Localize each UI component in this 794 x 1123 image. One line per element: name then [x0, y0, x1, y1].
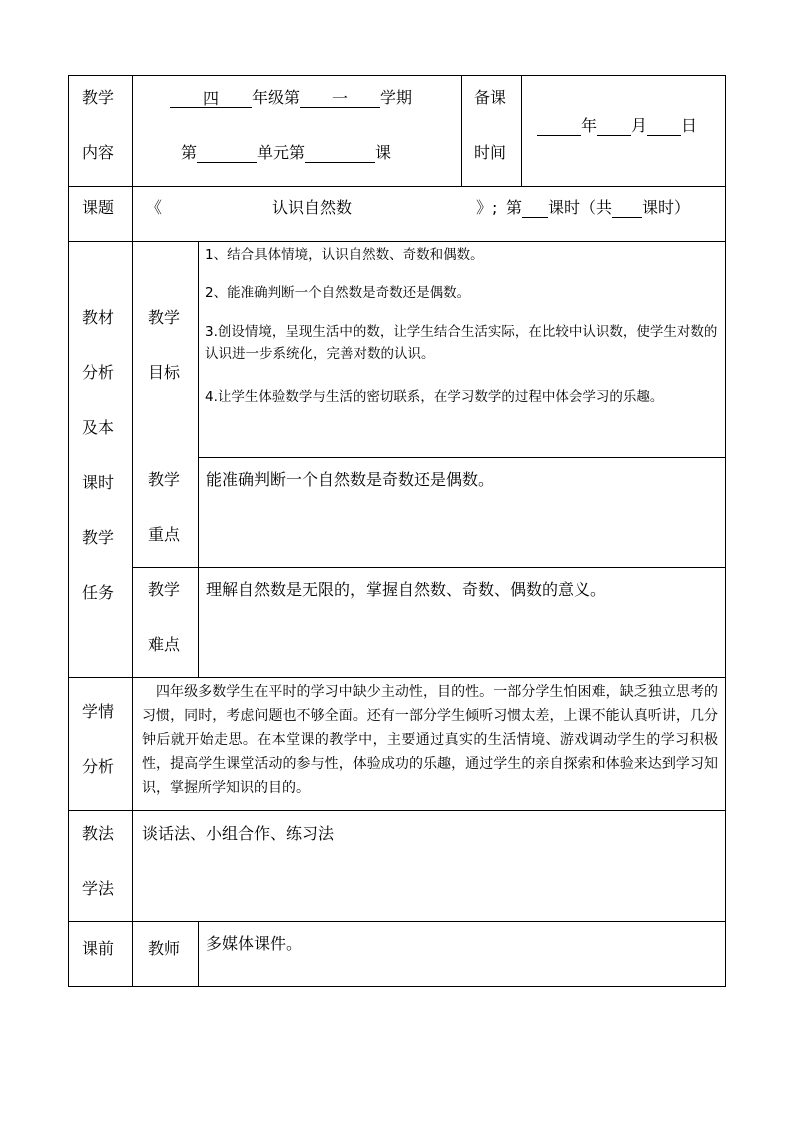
- period-line: [506, 198, 690, 218]
- month-text: 月: [631, 116, 648, 135]
- day-blank[interactable]: [647, 117, 681, 136]
- period-prefix: 第: [506, 198, 523, 217]
- grade-text: 年级第: [252, 88, 301, 107]
- analysis-label-4: 课时: [82, 473, 115, 492]
- row-divider: [132, 567, 726, 568]
- lesson-text: 课: [375, 143, 392, 162]
- date-line: [537, 116, 697, 136]
- period-mid: 课时（共: [548, 198, 613, 217]
- year-blank[interactable]: [537, 117, 581, 136]
- year-text: 年: [581, 116, 598, 135]
- day-text: 日: [681, 116, 698, 135]
- preclass-label: 课前: [82, 939, 115, 958]
- lesson-blank[interactable]: [305, 144, 375, 163]
- topic-close-quote: 》;: [476, 198, 498, 217]
- column-divider: [521, 75, 522, 186]
- preclass-teacher-label: 教师: [148, 939, 181, 958]
- methods-label-bottom: 学法: [82, 879, 115, 898]
- difficulties-label-bottom: 难点: [148, 635, 181, 654]
- learner-label-bottom: 分析: [82, 757, 115, 776]
- row-divider: [68, 677, 726, 678]
- unit-text: 单元第: [257, 143, 306, 162]
- objective-item-3: 3.创设情境，呈现生活中的数，让学生结合生活实际，在比较中认识数，使学生对数的认识进一步系统化，完善对数的认识。: [205, 324, 718, 362]
- topic-title: 认识自然数: [272, 198, 353, 217]
- analysis-label-2: 分析: [82, 363, 115, 382]
- column-divider: [132, 75, 133, 987]
- prep-time-label-bottom: 时间: [474, 143, 507, 162]
- preclass-text: 多媒体课件。: [206, 934, 303, 953]
- analysis-label-1: 教材: [82, 308, 115, 327]
- learner-label-top: 学情: [82, 702, 115, 721]
- table-border-left: [68, 75, 69, 987]
- objective-item-2: 2、能准确判断一个自然数是奇数还是偶数。: [205, 285, 471, 301]
- prep-time-label-top: 备课: [474, 88, 507, 107]
- semester-text: 学期: [380, 88, 413, 107]
- methods-text: 谈话法、小组合作、练习法: [142, 824, 335, 843]
- period-blank[interactable]: [522, 199, 548, 218]
- topic-open-quote: 《: [146, 198, 163, 217]
- table-border-right: [725, 75, 726, 987]
- row-divider: [68, 810, 726, 811]
- learner-analysis-text: 四年级多数学生在平时的学习中缺少主动性，目的性。一部分学生怕困难，缺乏独立思考的习惯，同时，考虑问题也不够全面。还有一部分学生倾听习惯太差，上课不能认真听讲，几分钟后就开始走思。在本堂课的教学中，主要通过真实的生活情境、游戏调动学生的学习积极性，提高学生课堂活动的参与性，体验成功的乐趣，通过学生的亲自探索和体验来达到学习知识，掌握所学知识的目的。: [142, 684, 718, 796]
- key-points-text: 能准确判断一个自然数是奇数还是偶数。: [206, 470, 495, 489]
- topic-label: 课题: [82, 198, 115, 217]
- column-divider: [198, 241, 199, 677]
- analysis-label-6: 任务: [82, 583, 115, 602]
- objectives-label-top: 教学: [148, 308, 181, 327]
- table-border-bottom: [68, 986, 726, 987]
- difficulties-label-top: 教学: [148, 580, 181, 599]
- period-total-blank[interactable]: [612, 199, 642, 218]
- column-divider: [198, 921, 199, 986]
- grade-semester-line: [170, 88, 412, 108]
- unit-lesson-line: [181, 143, 391, 163]
- objectives-label-bottom: 目标: [148, 363, 181, 382]
- objective-item-1: 1、结合具体情境，认识自然数、奇数和偶数。: [205, 247, 484, 263]
- period-end: 课时）: [642, 198, 691, 217]
- unit-blank[interactable]: [197, 144, 257, 163]
- analysis-label-5: 教学: [82, 528, 115, 547]
- difficulties-text: 理解自然数是无限的，掌握自然数、奇数、偶数的意义。: [206, 580, 607, 599]
- row-divider: [68, 186, 726, 187]
- objective-item-4: 4.让学生体验数学与生活的密切联系，在学习数学的过程中体会学习的乐趣。: [205, 389, 664, 405]
- row-divider: [68, 921, 726, 922]
- semester-blank[interactable]: 一: [300, 89, 380, 108]
- table-border-top: [68, 75, 726, 76]
- methods-label-top: 教法: [82, 824, 115, 843]
- grade-blank[interactable]: 四: [170, 89, 252, 108]
- key-points-label-bottom: 重点: [148, 525, 181, 544]
- content-label-bottom: 内容: [82, 143, 115, 162]
- row-divider: [198, 457, 726, 458]
- key-points-label-top: 教学: [148, 470, 181, 489]
- content-label-top: 教学: [82, 88, 115, 107]
- analysis-label-3: 及本: [82, 418, 115, 437]
- column-divider: [461, 75, 462, 186]
- unit-prefix: 第: [181, 143, 198, 162]
- row-divider: [68, 241, 726, 242]
- month-blank[interactable]: [597, 117, 631, 136]
